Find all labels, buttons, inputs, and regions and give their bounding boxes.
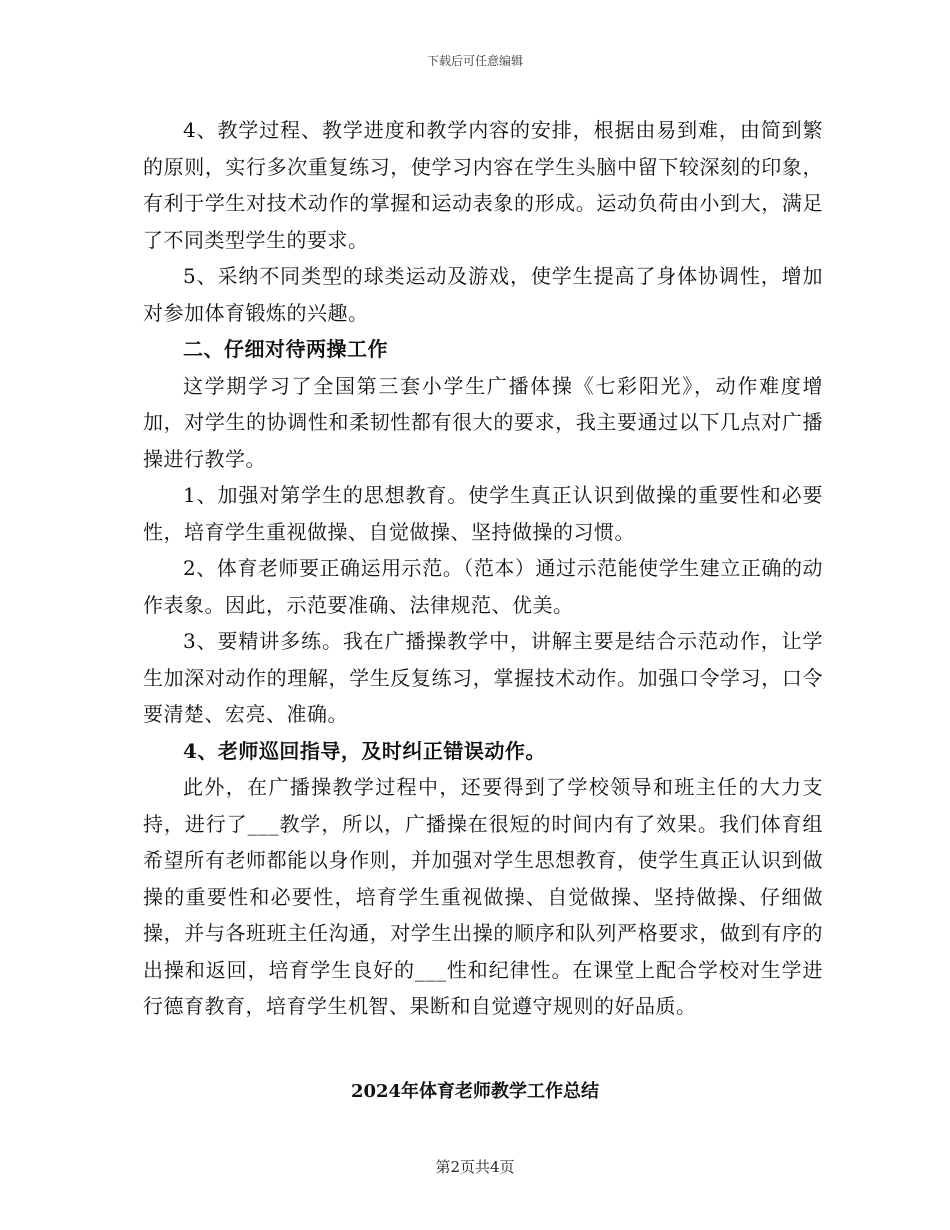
paragraph-point-1: 1、加强对第学生的思想教育。使学生真正认识到做操的重要性和必要性，培育学生重视做操、自觉做操、坚持做操的习惯。 xyxy=(143,483,823,544)
paragraph-conclusion: 此外，在广播操教学过程中，还要得到了学校领导和班主任的大力支持，进行了___教学，所以，广播操在很短的时间内有了效果。我们体育组希望所有老师都能以身作则，并加强对学生思想教育，使学生真正认识到做操的重要性和必要性，培育学生重视做操、自觉做操、坚持做操、仔细做操，并与各班班主任沟通，对学生出操的顺序和队列严格要求，做到有序的出操和返回，培育学生良好的___性和纪律性。在课堂上配合学校对生学进行德育教育，培育学生机智、果断和自觉遵守规则的好品质。 xyxy=(143,775,823,1018)
paragraph-point-3: 3、要精讲多练。我在广播操教学中，讲解主要是结合示范动作，让学生加深对动作的理解，学生反复练习，掌握技术动作。加强口令学习，口令要清楚、宏亮、准确。 xyxy=(143,629,823,726)
section-heading-two-exercises: 二、仔细对待两操工作 xyxy=(183,337,388,361)
page-header: 下载后可任意编辑 xyxy=(426,54,523,68)
paragraph-item-4: 4、教学过程、教学进度和教学内容的安排，根据由易到难，由简到繁的原则，实行多次重复练习，使学习内容在学生头脑中留下较深刻的印象，有利于学生对技术动作的掌握和运动表象的形成。运动负荷由小到大，满足了不同类型学生的要求。 xyxy=(143,118,823,252)
page-footer: 第2页共4页 xyxy=(435,1158,515,1176)
document-title: 2024年体育老师教学工作总结 xyxy=(350,1081,600,1102)
paragraph-point-4-heading: 4、老师巡回指导，及时纠正错误动作。 xyxy=(183,738,546,763)
paragraph-broadcast-exercise-intro: 这学期学习了全国第三套小学生广播体操《七彩阳光》，动作难度增加，对学生的协调性和柔韧性都有很大的要求，我主要通过以下几点对广播操进行教学。 xyxy=(143,373,823,471)
document-body xyxy=(143,112,823,1025)
paragraph-item-5: 5、采纳不同类型的球类运动及游戏，使学生提高了身体协调性，增加对参加体育锻炼的兴趣。 xyxy=(143,264,823,325)
paragraph-point-2: 2、体育老师要正确运用示范。（范本）通过示范能使学生建立正确的动作表象。因此，示范要准确、法律规范、优美。 xyxy=(143,556,823,617)
